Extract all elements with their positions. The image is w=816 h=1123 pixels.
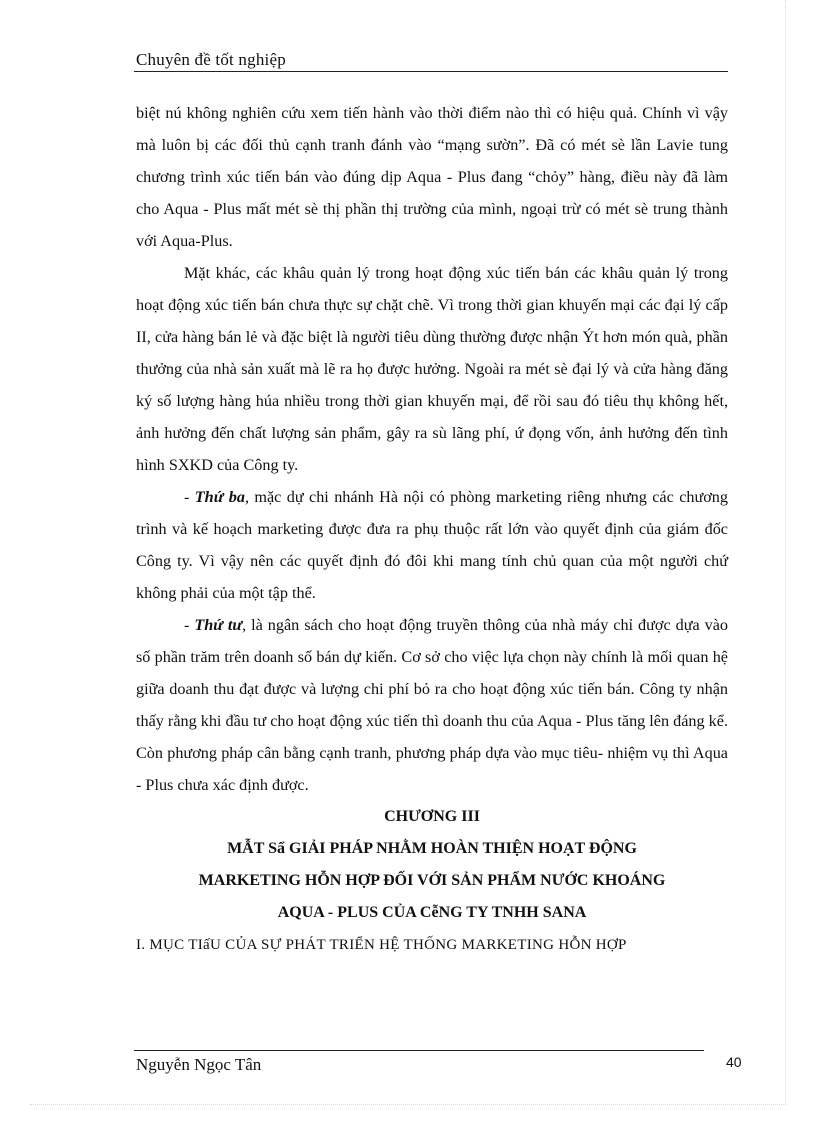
header-title: Chuyên đề tốt nghiệp: [136, 50, 286, 69]
paragraph-3-text: , mặc dự chi nhánh Hà nội có phòng marketing riêng nhưng các chương trình và kế hoạch marketing được đưa ra phụ thuộc rất lớn vào quyết định của giám đốc Công ty. Vì vậy nên các quyết định đó đôi khi mang tính chủ quan của một người chứ không phải của một tập thể.: [136, 488, 728, 602]
page-edge-dotted-right: [785, 0, 786, 1104]
paragraph-4: [136, 609, 728, 801]
page-edge-dotted-bottom: [30, 1104, 786, 1105]
paragraph-1: biệt nú không nghiên cứu xem tiến hành vào thời điểm nào thì có hiệu quả. Chính vì vậy mà luôn bị các đối thủ cạnh tranh đánh vào “mạng sườn”. Đã có mét sè lần Lavie tung chương trình xúc tiến bán vào đúng dịp Aqua - Plus đang “chỏy” hàng, điều này đã làm cho Aqua - Plus mất mét sè thị phần thị trường của mình, ngoại trừ có mét sè trung thành với Aqua-Plus.: [136, 104, 728, 250]
paragraph-3: [136, 481, 728, 609]
paragraph-4-prefix: -: [184, 616, 195, 634]
paragraph-2: Mặt khác, các khâu quản lý trong hoạt động xúc tiến bán các khâu quản lý trong hoạt động xúc tiến bán chưa thực sự chặt chẽ. Vì trong thời gian khuyến mại các đại lý cấp II, cửa hàng bán lẻ và đặc biệt là người tiêu dùng thường được nhận Ýt hơn món quà, phần thưởng của nhà sản xuất mà lẽ ra họ được hưởng. Ngoài ra mét sè đại lý và cửa hàng đăng ký số lượng hàng húa nhiều trong thời gian khuyến mại, để rồi sau đó tiêu thụ không hết, ảnh hưởng đến chất lượng sản phẩm, gây ra sù lãng phí, ứ đọng vốn, ảnh hưởng đến tình hình SXKD của Công ty.: [136, 264, 728, 474]
section-heading: I. MỤC TIấU CỦA SỰ PHÁT TRIỂN HỆ THỐNG MARKETING HỖN HỢP: [136, 937, 627, 953]
chapter-title-line-1: MẪT Sẩ GIẢI PHÁP NHẰM HOÀN THIỆN HOẠT ĐỘNG: [227, 840, 637, 857]
paragraph-3-lead: Thứ ba: [194, 488, 245, 506]
paragraph-3-prefix: -: [184, 488, 195, 506]
header-divider: [134, 71, 728, 72]
chapter-title-line-3: AQUA - PLUS CỦA CễNG TY TNHH SANA: [277, 904, 587, 921]
footer-divider: [134, 1050, 704, 1051]
body-text: [136, 97, 728, 961]
chapter-label: CHƯƠNG III: [384, 808, 480, 825]
paragraph-4-lead: Thứ tư: [194, 616, 243, 634]
footer-author: Nguyễn Ngọc Tân: [136, 1055, 262, 1074]
paragraph-4-text: , là ngân sách cho hoạt động truyền thông của nhà máy chỉ được dựa vào số phần trăm trên doanh số bán dự kiến. Cơ sở cho việc lựa chọn này chính là mối quan hệ giữa doanh thu đạt được và lượng chi phí bỏ ra cho hoạt động xúc tiến bán. Công ty nhận thấy rằng khi đầu tư cho hoạt động xúc tiến thì doanh thu của Aqua - Plus tăng lên đáng kể. Còn phương pháp cân bằng cạnh tranh, phương pháp dựa vào mục tiêu- nhiệm vụ thì Aqua - Plus chưa xác định được.: [136, 616, 729, 794]
chapter-title-line-2: MARKETING HỖN HỢP ĐỐI VỚI SẢN PHẨM NƯỚC KHOÁNG: [198, 872, 666, 889]
page-number: 40: [726, 1054, 742, 1070]
